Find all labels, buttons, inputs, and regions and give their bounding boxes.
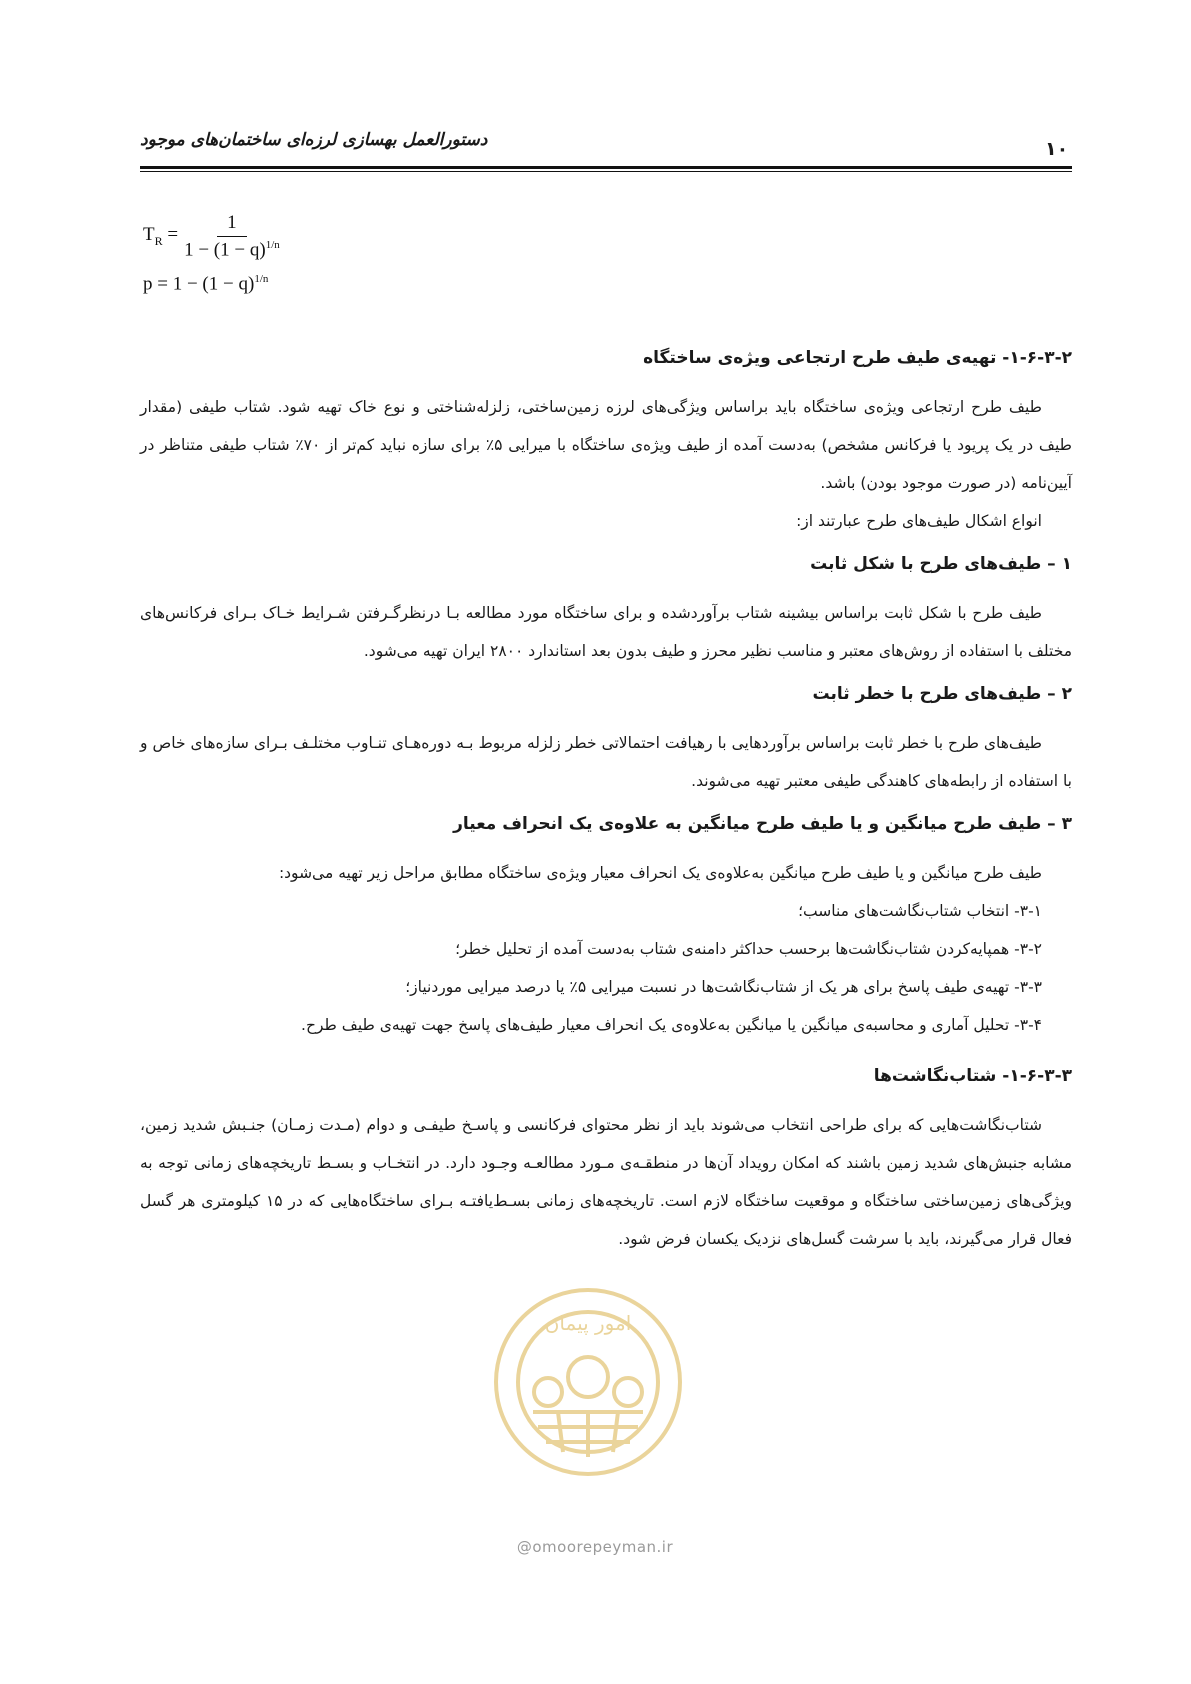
list-item: ۳-۲- همپایه‌کردن شتاب‌نگاشت‌ها برحسب حداکثر دامنه‌ی شتاب به‌دست آمده از تحلیل خطر؛ — [455, 940, 1042, 958]
list-item: ۳-۴- تحلیل آماری و محاسبه‌ی میانگین یا میانگین به‌علاوه‌ی یک انحراف معیار طیف‌های پاسخ جهت تهیه‌ی طیف طرح. — [301, 1016, 1042, 1034]
tr-symbol: T — [143, 224, 155, 246]
fraction-numerator: 1 — [217, 212, 247, 237]
paragraph-fixed-shape: طیف طرح با شکل ثابت براساس بیشینه شتاب برآوردشده و برای ساختگاه مورد مطالعه بـا درنظرگـرفتن شـرایط خـاک بـرای فرکانس‌های مختلف با استفاده از روش‌های معتبر و مناسب نظیر محرز و طیف بدون بعد استاندارد ۲۸۰۰ ایران تهیه می‌شود. — [140, 604, 1072, 660]
fraction-denominator: 1 − (1 − q) — [184, 239, 266, 261]
list-item: ۳-۳- تهیه‌ی طیف پاسخ برای هر یک از شتاب‌نگاشت‌ها در نسبت میرایی ۵٪ یا درصد میرایی موردنیاز؛ — [405, 978, 1042, 996]
running-header: دستورالعمل بهسازی لرزه‌ای ساختمان‌های موجود — [140, 130, 488, 150]
tr-subscript: R — [154, 234, 163, 249]
section-heading-accelerograms: ۱-۶-۳-۳- شتاب‌نگاشت‌ها — [873, 1066, 1072, 1086]
page-number: ۱۰ — [1045, 138, 1069, 160]
fraction — [184, 212, 280, 261]
paragraph-mean-spectrum: طیف طرح میانگین و یا طیف طرح میانگین به‌علاوه‌ی یک انحراف معیار ویژه‌ی ساختگاه مطابق مراحل زیر تهیه می‌شود: — [278, 864, 1042, 882]
formula-block — [143, 212, 280, 308]
subheading-mean-spectrum: ۳ – طیف طرح میانگین و یا طیف طرح میانگین به علاوه‌ی یک انحراف معیار — [453, 814, 1072, 834]
denominator-exponent: 1/n — [265, 239, 280, 251]
paragraph-types-intro: انواع اشکال طیف‌های طرح عبارتند از: — [796, 512, 1042, 530]
header-rule — [140, 166, 1072, 169]
subheading-fixed-shape: ۱ – طیف‌های طرح با شکل ثابت — [810, 554, 1072, 574]
probability-exponent: 1/n — [254, 273, 269, 286]
watermark-logo-text: امور پیمان — [544, 1311, 632, 1335]
watermark-site: @omoorepeyman.ir — [516, 1538, 674, 1556]
paragraph-design-spectrum: طیف طرح ارتجاعی ویژه‌ی ساختگاه باید براساس ویژگی‌های لرزه زمین‌ساختی، زلزله‌شناختی و نوع خاک تهیه شود. شتاب طیفی (مقدار طیف در یک پریود یا فرکانس مشخص) به‌دست آمده از طیف ویژه‌ی ساختگاه با میرایی ۵٪ برای سازه نباید کم‌تر از ۷۰٪ شتاب طیفی متناظر در آیین‌نامه (در صورت موجود بودن) باشد. — [140, 398, 1072, 492]
section-heading-design-spectrum: ۱-۶-۳-۲- تهیه‌ی طیف طرح ارتجاعی ویژه‌ی ساختگاه — [643, 348, 1072, 368]
return-period-formula — [143, 212, 280, 261]
probability-formula — [143, 273, 280, 295]
watermark-logo — [488, 1282, 688, 1482]
paragraph-accelerograms: شتاب‌نگاشت‌هایی که برای طراحی انتخاب می‌شوند باید از نظر محتوای فرکانسی و پاسـخ طیفـی و دوام (مـدت زمـان) جنـبش شدید زمین، مشابه جنبش‌های شدید زمین باشند که امکان رویداد آن‌ها در منطقـه‌ی مـورد مطالعـه وجـود دارد. در انتخـاب و بسـط تاریخچه‌های زمانی توجه به ویژگی‌های زمین‌ساختی ساختگاه و موقعیت ساختگاه لازم است. تاریخچه‌های زمانی بسـط‌یافتـه بـرای ساختگاه‌هایی که در ۱۵ کیلومتری هر گسل فعال قرار می‌گیرند، باید با سرشت گسل‌های نزدیک یکسان فرض شود. — [140, 1116, 1072, 1248]
tr-equals: = — [167, 224, 179, 246]
header-rule-thin — [140, 171, 1072, 172]
main-content — [140, 344, 1072, 1258]
paragraph-uniform-hazard: طیف‌های طرح با خطر ثابت براساس برآوردهایی با رهیافت احتمالاتی خطر زلزله مربوط بـه دوره‌هـای تنـاوب مختلـف بـرای سازه‌های خاص و با استفاده از رابطه‌های کاهندگی طیفی معتبر تهیه می‌شوند. — [140, 734, 1072, 790]
probability-expression: p = 1 − (1 − q) — [143, 273, 255, 295]
subheading-uniform-hazard: ۲ – طیف‌های طرح با خطر ثابت — [812, 684, 1072, 704]
list-item: ۳-۱- انتخاب شتاب‌نگاشت‌های مناسب؛ — [798, 902, 1042, 920]
